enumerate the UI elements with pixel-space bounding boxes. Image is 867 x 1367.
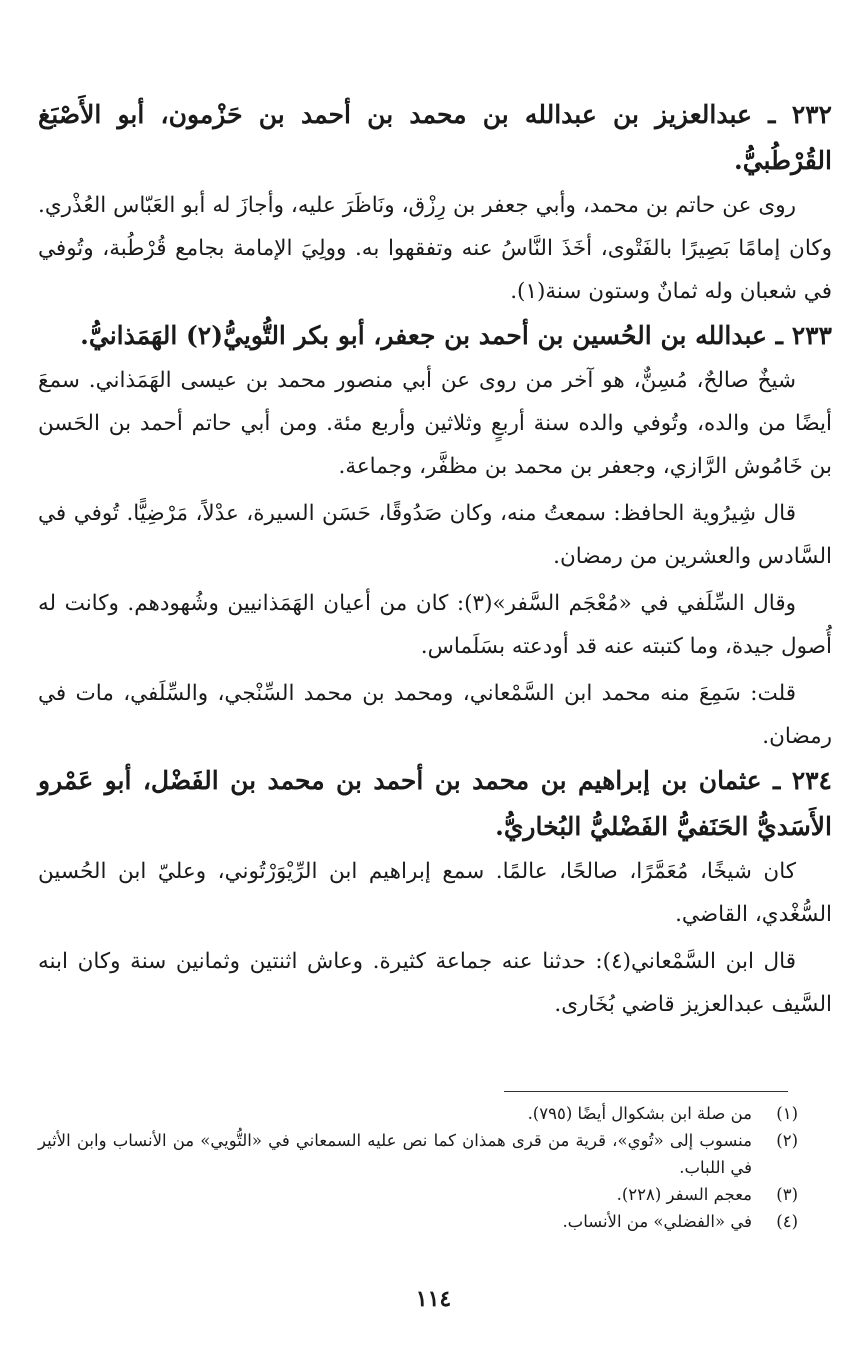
- footnote: [38, 1100, 798, 1127]
- footnotes: [38, 1100, 798, 1235]
- footnote-text: من صلة ابن بشكوال أيضًا (٧٩٥).: [527, 1104, 752, 1123]
- entry-233: [38, 313, 832, 758]
- footnote-number: (٢): [776, 1131, 798, 1150]
- footnote-number: (٣): [776, 1185, 798, 1204]
- entry-heading: ٢٣٣ ـ عبدالله بن الحُسين بن أحمد بن جعفر، أبو بكر التُّوييُّ(٢) الهَمَذانيُّ.: [80, 321, 832, 350]
- footnote-divider: [504, 1091, 788, 1092]
- footnote-text: معجم السفر (٢٢٨).: [616, 1185, 752, 1204]
- entry-paragraph: كان شيخًا، مُعَمَّرًا، صالحًا، عالمًا. سمع إبراهيم ابن الرِّيْوَرْتُوني، وعليّ ابن الحُسين السُّغْدي، القاضي.: [38, 859, 832, 927]
- page-body: [38, 92, 832, 1026]
- entry-paragraph: قال ابن السَّمْعاني(٤): حدثنا عنه جماعة كثيرة. وعاش اثنتين وثمانين سنة وكان ابنه السَّيف عبدالعزيز قاضي بُخَارى.: [38, 949, 832, 1017]
- footnote-text: منسوب إلى «تُوي»، قرية من قرى همذان كما نص عليه السمعاني في «التُّويي» من الأنساب وابن الأثير في اللباب.: [38, 1131, 752, 1177]
- entry-heading: ٢٣٢ ـ عبدالعزيز بن عبدالله بن محمد بن أحمد بن حَزْمون، أبو الأَصْبَغ القُرْطُبيُّ.: [38, 100, 832, 175]
- entry-paragraph: شيخٌ صالحٌ، مُسِنٌّ، هو آخر من روى عن أبي منصور محمد بن عيسى الهَمَذاني. سمعَ أيضًا من والده، وتُوفي والده سنة أربعٍ وثلاثين وأربع مئة. ومن أبي حاتم أحمد بن الحَسن بن خَامُوش الرَّازي، وجعفر بن محمد بن مظفَّر، وجماعة.: [38, 368, 832, 479]
- footnote: [38, 1127, 798, 1181]
- entry-paragraph: روى عن حاتم بن محمد، وأبي جعفر بن رِزْق، ونَاظَرَ عليه، وأجازَ له أبو العَبّاس العُذْري. وكان إمامًا بَصِيرًا بالفَتْوى، أخَذَ النَّاسُ عنه وتفقهوا به. وولِيَ الإمامة بجامع قُرْطُبة، وتُوفي في شعبان وله ثمانٌ وستون سنة(١).: [38, 193, 832, 304]
- entry-heading: ٢٣٤ ـ عثمان بن إبراهيم بن محمد بن أحمد بن محمد بن الفَضْل، أبو عَمْرو الأَسَديُّ الحَنَفيُّ الفَضْليُّ البُخاريُّ.: [38, 766, 832, 841]
- footnote: [38, 1208, 798, 1235]
- footnote-number: (٤): [776, 1212, 798, 1231]
- entry-234: [38, 758, 832, 1026]
- entry-paragraph: قال شِيرُوية الحافظ: سمعتُ منه، وكان صَدُوقًا، حَسَن السيرة، عدْلاً، مَرْضِيًّا. تُوفي في السَّادس والعشرين من رمضان.: [38, 501, 832, 569]
- entry-paragraph: قلت: سَمِعَ منه محمد ابن السَّمْعاني، ومحمد بن محمد السِّنْجي، والسِّلَفي، مات في رمضان.: [38, 681, 832, 749]
- footnote-text: في «الفضلي» من الأنساب.: [562, 1212, 752, 1231]
- footnote: [38, 1181, 798, 1208]
- entry-232: [38, 92, 832, 313]
- page-number: ١١٤: [415, 1286, 452, 1312]
- entry-paragraph: وقال السِّلَفي في «مُعْجَم السَّفر»(٣): كان من أعيان الهَمَذانيين وشُهودهم. وكانت له أُصول جيدة، وما كتبته عنه قد أودعته بسَلَماس.: [38, 591, 832, 659]
- footnote-number: (١): [776, 1104, 798, 1123]
